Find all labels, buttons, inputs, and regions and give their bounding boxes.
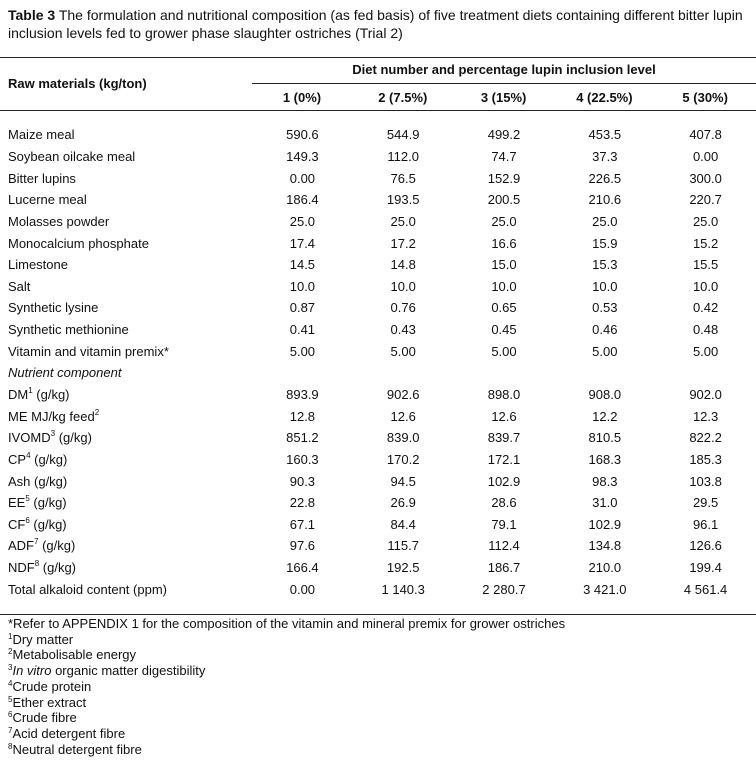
row-label <box>0 384 252 406</box>
table-row <box>0 514 756 536</box>
footnote-text: Acid detergent fibre <box>12 725 126 741</box>
row-label-text: Molasses powder <box>8 213 110 229</box>
row-label-text: ME MJ/kg feed <box>8 408 95 424</box>
table-cell: 126.6 <box>689 538 722 554</box>
table-cell: 210.6 <box>588 192 622 208</box>
table-cell: 199.4 <box>689 560 722 576</box>
row-label-text: Salt <box>8 278 31 294</box>
table-row <box>0 578 756 600</box>
footnote-marker: 7 <box>34 537 39 547</box>
header-rule <box>0 110 756 111</box>
row-label <box>0 232 252 254</box>
footnote-marker: 2 <box>8 647 13 657</box>
footnote-marker: 8 <box>34 559 40 569</box>
table-cell: 0.48 <box>692 322 719 338</box>
table-row <box>0 427 756 449</box>
footnote-marker: 7 <box>8 725 13 735</box>
table-cell: 12.8 <box>289 408 316 424</box>
table-cell: 407.8 <box>689 127 722 143</box>
table-cell: 79.1 <box>491 516 517 532</box>
table-row <box>0 254 756 276</box>
table-cell: 26.9 <box>390 495 416 511</box>
table-cell: 172.1 <box>487 451 521 467</box>
footnote-marker: 1 <box>8 631 13 641</box>
table-cell: 12.3 <box>692 408 719 424</box>
table-cell: 25.0 <box>390 213 416 229</box>
table-cell: 226.5 <box>588 170 622 186</box>
table-cell: 102.9 <box>487 473 521 489</box>
footnote-marker: 6 <box>25 515 30 525</box>
column-header: 3 (15%) <box>480 90 527 105</box>
row-label <box>0 254 252 276</box>
row-label-unit: (g/kg) <box>29 516 67 532</box>
footnote-marker: 4 <box>8 678 13 688</box>
footnote-italic: In vitro <box>12 663 52 679</box>
footnote-text: *Refer to APPENDIX 1 for the composition of the vitamin and mineral premix for grower ostriches <box>8 616 566 631</box>
row-label-text: Bitter lupins <box>8 170 76 186</box>
row-label <box>0 189 252 211</box>
table-cell: 25.0 <box>289 213 316 229</box>
table-cell: 453.5 <box>588 127 622 143</box>
table-cell: 0.00 <box>289 170 316 186</box>
table-cell: 839.0 <box>386 430 420 446</box>
table-cell: 5.00 <box>592 343 618 359</box>
row-label-text: Maize meal <box>8 127 75 143</box>
table-cell: 15.5 <box>692 257 719 273</box>
row-label <box>0 557 252 579</box>
table-cell: 10.0 <box>390 278 416 294</box>
table-cell: 103.8 <box>689 473 722 489</box>
footnote <box>8 679 565 695</box>
table-cell: 810.5 <box>588 430 622 446</box>
table-cell: 499.2 <box>487 127 521 143</box>
table-row <box>0 405 756 427</box>
table-cell: 0.43 <box>390 322 416 338</box>
table-cell: 134.8 <box>588 538 622 554</box>
row-label-unit: (g/kg) <box>55 430 92 446</box>
table-cell: 2 280.7 <box>482 581 526 597</box>
row-label-unit: (g/kg) <box>38 538 76 554</box>
table-cell: 25.0 <box>692 213 719 229</box>
footnote-text: Dry matter <box>12 631 74 647</box>
footnote <box>8 616 565 632</box>
row-label <box>0 405 252 427</box>
table-cell: 74.7 <box>491 148 517 164</box>
row-label-text: NDF <box>8 560 35 576</box>
table-cell: 14.8 <box>390 257 416 273</box>
footnote-marker: 5 <box>25 494 30 504</box>
table-cell: 590.6 <box>286 127 319 143</box>
table-cell: 17.4 <box>289 235 316 251</box>
table-cell: 12.6 <box>390 408 416 424</box>
footnote-text: organic matter digestibility <box>51 663 206 679</box>
table-cell: 192.5 <box>386 560 420 576</box>
footnote-marker: 6 <box>8 710 13 720</box>
table-row <box>0 557 756 579</box>
table-cell: 898.0 <box>487 387 521 402</box>
footnote-marker: 3 <box>8 663 13 673</box>
table-cell: 96.1 <box>692 516 719 532</box>
footnote <box>8 742 565 758</box>
table-cell: 0.42 <box>692 300 719 316</box>
table-row <box>0 319 756 341</box>
row-label <box>0 578 252 600</box>
caption-text: The formulation and nutritional composition (as fed basis) of five treatment diets containing different bitter lupin inclusion levels fed to grower phase slaughter ostriches (Trial 2) <box>8 7 743 41</box>
table-cell: 200.5 <box>487 192 521 208</box>
row-label <box>0 514 252 536</box>
footnote <box>8 710 565 726</box>
caption-label: Table 3 <box>8 7 56 23</box>
row-label-text: Synthetic lysine <box>8 300 99 316</box>
table-cell: 112.4 <box>488 538 520 554</box>
table-caption <box>8 6 753 42</box>
section-label: Nutrient component <box>8 365 122 381</box>
table-row <box>0 535 756 557</box>
footnote-marker: 4 <box>26 450 31 460</box>
table-row <box>0 340 756 362</box>
table-cell: 0.46 <box>592 322 618 338</box>
row-label-header: Raw materials (kg/ton) <box>8 76 147 91</box>
row-label-text: CP <box>8 451 27 467</box>
table-cell: 84.4 <box>390 516 416 532</box>
table-cell: 15.3 <box>592 257 618 273</box>
table-cell: 76.5 <box>390 170 416 186</box>
table-cell: 5.00 <box>289 343 316 359</box>
table-cell: 160.3 <box>286 451 319 467</box>
top-rule <box>0 57 756 58</box>
table-cell: 67.1 <box>289 516 316 532</box>
column-header: 5 (30%) <box>682 90 728 105</box>
table-cell: 25.0 <box>592 213 618 229</box>
table-cell: 0.87 <box>289 300 316 316</box>
footnote-marker: 3 <box>50 429 56 439</box>
row-label <box>0 211 252 233</box>
table-cell: 839.7 <box>487 430 521 446</box>
row-label <box>0 146 252 168</box>
group-underline <box>252 83 756 84</box>
table-cell: 31.0 <box>592 495 618 511</box>
table-cell: 29.5 <box>692 495 719 511</box>
table-cell: 22.8 <box>289 495 316 511</box>
table-cell: 893.9 <box>286 387 319 402</box>
table-cell: 170.2 <box>386 451 420 467</box>
row-label <box>0 449 252 471</box>
table-row <box>0 297 756 319</box>
row-label-unit: (g/kg) <box>32 387 70 402</box>
row-label-text: EE <box>8 495 26 511</box>
table-cell: 544.9 <box>386 127 420 143</box>
row-label-unit: (g/kg) <box>39 560 77 576</box>
table-cell: 12.2 <box>592 408 618 424</box>
table-cell: 14.5 <box>289 257 316 273</box>
row-label-text: Synthetic methionine <box>8 322 129 338</box>
table-row <box>0 167 756 189</box>
row-label <box>0 470 252 492</box>
table-cell: 15.2 <box>692 235 719 251</box>
table-row <box>0 146 756 168</box>
table-cell: 0.53 <box>592 300 618 316</box>
data-table <box>0 124 756 600</box>
table-row <box>0 449 756 471</box>
table-cell: 112.0 <box>387 148 419 164</box>
table-cell: 0.41 <box>289 322 316 338</box>
row-label <box>0 427 252 449</box>
table-cell: 98.3 <box>592 473 618 489</box>
column-header: 2 (7.5%) <box>378 90 428 105</box>
table-cell: 152.9 <box>487 170 521 186</box>
table-cell: 193.5 <box>386 192 420 208</box>
row-label <box>0 124 252 146</box>
row-label <box>0 275 252 297</box>
table-cell: 16.6 <box>491 235 517 251</box>
footnote-marker: 1 <box>28 386 33 395</box>
row-label-text: Ash (g/kg) <box>8 473 68 489</box>
table-cell: 5.00 <box>692 343 719 359</box>
footnote-text: Neutral detergent fibre <box>12 741 142 757</box>
table-row <box>0 492 756 514</box>
row-label-unit: (g/kg) <box>30 451 68 467</box>
footnote-text: Crude fibre <box>12 710 77 726</box>
table-cell: 10.0 <box>592 278 618 294</box>
table-cell: 0.00 <box>692 148 719 164</box>
table-cell: 822.2 <box>689 430 722 446</box>
row-label-text: DM <box>8 387 29 402</box>
table-cell: 17.2 <box>390 235 416 251</box>
table-cell: 115.7 <box>387 538 419 554</box>
table-cell: 210.0 <box>588 560 622 576</box>
table-cell: 220.7 <box>689 192 722 208</box>
table-cell: 0.00 <box>289 581 316 597</box>
footnote-text: Ether extract <box>12 694 87 710</box>
footnote <box>8 647 565 663</box>
group-header: Diet number and percentage lupin inclusion level <box>352 62 656 77</box>
table-cell: 851.2 <box>286 430 319 446</box>
table-row <box>0 275 756 297</box>
table-cell: 166.4 <box>286 560 319 576</box>
row-label <box>0 340 252 362</box>
footnote-marker: 5 <box>8 694 13 704</box>
row-label <box>0 167 252 189</box>
row-label-text: Soybean oilcake meal <box>8 148 136 164</box>
row-label-text: Lucerne meal <box>8 192 87 208</box>
table-row <box>0 124 756 146</box>
footnotes <box>8 616 565 757</box>
row-label-text: Total alkaloid content (ppm) <box>8 581 167 597</box>
footnote <box>8 726 565 742</box>
table-cell: 10.0 <box>289 278 316 294</box>
table-cell: 102.9 <box>588 516 622 532</box>
table-cell: 186.4 <box>286 192 319 208</box>
table-cell: 10.0 <box>692 278 719 294</box>
table-row <box>0 384 756 406</box>
table-cell: 37.3 <box>592 148 618 164</box>
table-row <box>0 470 756 492</box>
table-cell: 90.3 <box>289 473 316 489</box>
table-row <box>0 211 756 233</box>
footnote-marker: 8 <box>8 741 13 751</box>
footnote <box>8 663 565 679</box>
table-cell: 25.0 <box>491 213 517 229</box>
row-label <box>0 319 252 341</box>
table-cell: 0.76 <box>390 300 416 316</box>
table-cell: 0.45 <box>491 322 517 338</box>
row-label <box>0 492 252 514</box>
row-label-text: CF <box>8 516 26 532</box>
row-label-unit: (g/kg) <box>29 495 67 511</box>
row-label <box>0 297 252 319</box>
footnote <box>8 695 565 711</box>
table-cell: 149.3 <box>286 148 319 164</box>
table-cell: 3 421.0 <box>583 581 627 597</box>
column-header: 1 (0%) <box>282 90 322 105</box>
bottom-rule <box>0 614 756 615</box>
table-row <box>0 232 756 254</box>
row-label-text: Monocalcium phosphate <box>8 235 149 251</box>
table-row <box>0 189 756 211</box>
row-label-text: IVOMD <box>8 430 51 446</box>
table-cell: 97.6 <box>289 538 316 554</box>
table-cell: 15.0 <box>491 257 517 273</box>
footnote-text: Metabolisable energy <box>12 647 137 663</box>
footnote <box>8 632 565 648</box>
table-cell: 300.0 <box>689 170 722 186</box>
table-cell: 4 561.4 <box>683 581 728 597</box>
table-cell: 5.00 <box>491 343 517 359</box>
row-label <box>0 535 252 557</box>
column-header: 4 (22.5%) <box>576 90 633 105</box>
table-cell: 902.6 <box>386 387 420 402</box>
table-cell: 12.6 <box>491 408 517 424</box>
table-cell: 15.9 <box>592 235 618 251</box>
table-cell: 186.7 <box>487 560 521 576</box>
section-row <box>0 362 756 384</box>
table-cell: 168.3 <box>588 451 622 467</box>
table-cell: 10.0 <box>491 278 517 294</box>
table-cell: 185.3 <box>689 451 722 467</box>
footnote-text: Crude protein <box>12 678 92 694</box>
table-cell: 5.00 <box>390 343 416 359</box>
row-label-text: Vitamin and vitamin premix* <box>8 343 169 359</box>
footnote-marker: 2 <box>94 407 100 417</box>
table-cell: 1 140.3 <box>381 581 425 597</box>
table-cell: 902.0 <box>689 387 722 402</box>
table-cell: 94.5 <box>390 473 416 489</box>
row-label-text: ADF <box>8 538 34 554</box>
table-cell: 908.0 <box>588 387 622 402</box>
row-label-text: Limestone <box>8 257 68 273</box>
table-cell: 0.65 <box>491 300 517 316</box>
table-cell: 28.6 <box>491 495 517 511</box>
